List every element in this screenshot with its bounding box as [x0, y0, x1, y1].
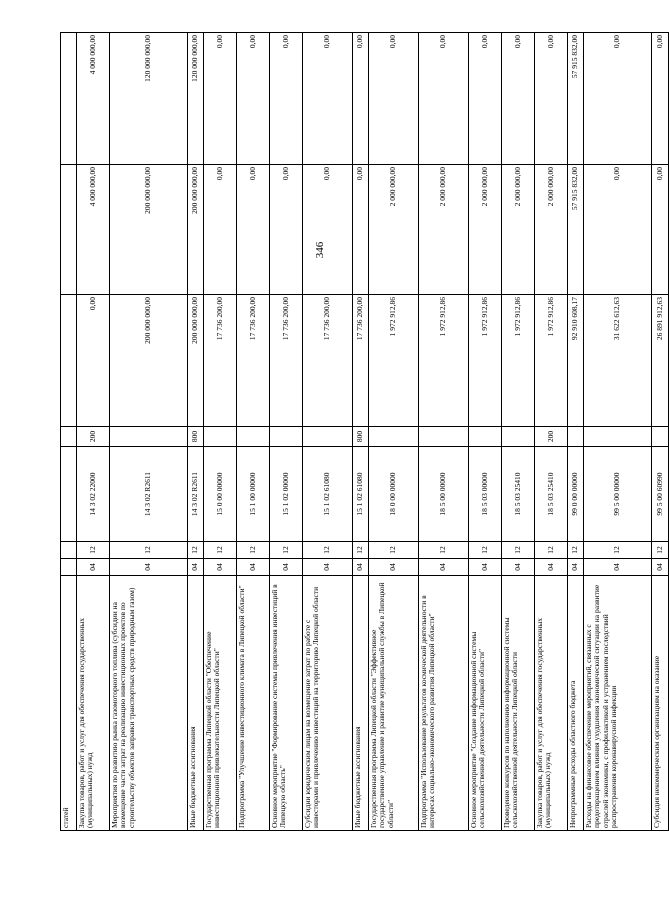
table-cell: 18 5 03 25410	[535, 447, 568, 542]
table-cell: 800	[188, 427, 204, 447]
table-cell: 12	[469, 542, 502, 559]
table-cell: 12	[535, 542, 568, 559]
table-cell: 0,00	[303, 165, 353, 295]
table-row	[110, 33, 188, 831]
table-cell: 15 1 02 00000	[270, 447, 303, 542]
table-row	[568, 33, 584, 831]
table-cell: 0,00	[353, 33, 369, 165]
table-cell: 12	[270, 542, 303, 559]
table-cell: Закупка товаров, работ и услуг для обеспечения государственных (муниципальных) нужд	[77, 576, 110, 831]
table-cell: 4 000 000,00	[77, 33, 110, 165]
table-cell: 200 000 000,00	[110, 165, 188, 295]
table-cell: 12	[110, 542, 188, 559]
table-cell: 04	[353, 559, 369, 576]
table-cell: 14 3 02 R2611	[110, 447, 188, 542]
table-cell: 0,00	[584, 33, 652, 165]
table-row	[61, 33, 77, 831]
table-cell: 04	[419, 559, 469, 576]
table-cell: 18 0 00 00000	[369, 447, 419, 542]
table-cell	[652, 427, 669, 447]
table-cell: 57 915 832,00	[568, 33, 584, 165]
table-cell: 12	[502, 542, 535, 559]
table-cell: статей	[61, 576, 77, 831]
table-cell: 17 736 200,00	[204, 295, 237, 427]
table-cell	[110, 427, 188, 447]
table-row	[204, 33, 237, 831]
table-cell: 92 910 608,17	[568, 295, 584, 427]
table-cell: Субсидии юридическим лицам на возмещение затрат по работе с инвесторами и привлечению инвестиций на территорию Липецкой области	[303, 576, 353, 831]
table-cell: 12	[353, 542, 369, 559]
table-cell: Иные бюджетные ассигнования	[188, 576, 204, 831]
table-cell: 12	[652, 542, 669, 559]
table-cell	[61, 542, 77, 559]
table-cell: 2 000 000,00	[502, 165, 535, 295]
budget-table	[60, 32, 669, 831]
table-cell: Мероприятия по развитию рынка газомоторного топлива (субсидии на возмещение части затрат на реализацию инвестиционных проектов по строительству объектов заправки транспортных средств природным газом)	[110, 576, 188, 831]
table-cell: 99 5 00 00000	[584, 447, 652, 542]
table-cell: 200 000 000,00	[110, 295, 188, 427]
table-cell: 12	[77, 542, 110, 559]
table-cell: 12	[584, 542, 652, 559]
table-cell: 99 5 00 60990	[652, 447, 669, 542]
table-cell: 120 000 000,00	[188, 33, 204, 165]
table-cell: 0,00	[469, 33, 502, 165]
table-cell: Государственная программа Липецкой области "Обеспечение инвестиционной привлекательности Липецкой области"	[204, 576, 237, 831]
table-row	[369, 33, 419, 831]
table-cell: 04	[303, 559, 353, 576]
rotated-table-container	[60, 33, 664, 831]
table-cell: 31 622 612,63	[584, 295, 652, 427]
table-cell	[237, 427, 270, 447]
table-cell: 0,00	[369, 33, 419, 165]
table-cell: 0,00	[584, 165, 652, 295]
table-cell	[61, 165, 77, 295]
table-cell: 0,00	[652, 33, 669, 165]
table-cell: 14 3 02 22000	[77, 447, 110, 542]
table-cell: 2 000 000,00	[535, 165, 568, 295]
table-cell	[568, 427, 584, 447]
table-row	[188, 33, 204, 831]
table-cell: 0,00	[270, 165, 303, 295]
table-cell	[61, 295, 77, 427]
table-cell: 1 972 912,86	[469, 295, 502, 427]
table-cell: 26 891 912,63	[652, 295, 669, 427]
table-cell: 0,00	[270, 33, 303, 165]
table-row	[353, 33, 369, 831]
table-cell	[61, 559, 77, 576]
table-cell: 0,00	[652, 165, 669, 295]
table-cell	[270, 427, 303, 447]
table-cell: 200 000 000,00	[188, 165, 204, 295]
table-cell: 17 736 200,00	[303, 295, 353, 427]
table-cell: 200	[77, 427, 110, 447]
table-cell: 15 1 02 61080	[353, 447, 369, 542]
table-cell	[61, 427, 77, 447]
table-cell: Подпрограмма "Улучшение инвестиционного климата в Липецкой области"	[237, 576, 270, 831]
table-cell: Основное мероприятие "Создание информационной системы сельскохозяйственной деятельности Липецкой области"	[469, 576, 502, 831]
table-cell: 0,00	[303, 33, 353, 165]
table-row	[303, 33, 353, 831]
table-cell: 04	[568, 559, 584, 576]
table-cell: 0,00	[204, 33, 237, 165]
table-cell: 800	[353, 427, 369, 447]
table-cell: 2 000 000,00	[469, 165, 502, 295]
table-cell: 12	[237, 542, 270, 559]
table-cell: 0,00	[419, 33, 469, 165]
table-cell: 4 000 000,00	[77, 165, 110, 295]
table-cell: 12	[204, 542, 237, 559]
table-cell: 12	[568, 542, 584, 559]
table-row	[584, 33, 652, 831]
table-row	[652, 33, 669, 831]
table-cell: 120 000 000,00	[110, 33, 188, 165]
table-cell: Иные бюджетные ассигнования	[353, 576, 369, 831]
table-cell: 1 972 912,86	[535, 295, 568, 427]
table-cell	[369, 427, 419, 447]
table-row	[237, 33, 270, 831]
table-cell: 15 1 00 00000	[237, 447, 270, 542]
table-cell: 0,00	[502, 33, 535, 165]
table-cell: 18 5 03 00000	[469, 447, 502, 542]
table-cell: 12	[369, 542, 419, 559]
table-cell: 04	[535, 559, 568, 576]
table-row	[502, 33, 535, 831]
table-cell	[303, 427, 353, 447]
table-cell: 0,00	[353, 165, 369, 295]
table-cell: 04	[502, 559, 535, 576]
table-cell: 04	[584, 559, 652, 576]
table-cell: Закупка товаров, работ и услуг для обеспечения государственных (муниципальных) нужд	[535, 576, 568, 831]
table-cell: 17 736 200,00	[270, 295, 303, 427]
table-cell: 15 1 02 61080	[303, 447, 353, 542]
table-cell: 2 000 000,00	[369, 165, 419, 295]
page-number: 346	[314, 241, 326, 259]
table-cell: 04	[369, 559, 419, 576]
table-cell	[61, 447, 77, 542]
table-cell: Государственная программа Липецкой области "Эффективное государственное управление и развитие муниципальной службы в Липецкой области"	[369, 576, 419, 831]
table-cell: 1 972 912,86	[419, 295, 469, 427]
table-row	[270, 33, 303, 831]
table-cell	[502, 427, 535, 447]
table-cell	[204, 427, 237, 447]
table-cell: Подпрограмма "Использование результатов космической деятельности в интересах социально-экономического развития Липецкой области"	[419, 576, 469, 831]
table-row	[535, 33, 568, 831]
table-cell: 17 736 200,00	[237, 295, 270, 427]
table-cell: 12	[419, 542, 469, 559]
table-cell: 04	[652, 559, 669, 576]
table-cell: 0,00	[237, 33, 270, 165]
table-cell: 12	[303, 542, 353, 559]
table-cell: 04	[270, 559, 303, 576]
table-cell: 200	[535, 427, 568, 447]
table-cell: 04	[469, 559, 502, 576]
table-cell: Основное мероприятие "Формирование системы привлечения инвестиций в Липецкую область"	[270, 576, 303, 831]
table-cell: 99 0 00 00000	[568, 447, 584, 542]
table-cell: 0,00	[77, 295, 110, 427]
table-cell	[419, 427, 469, 447]
table-row	[77, 33, 110, 831]
table-cell: 0,00	[535, 33, 568, 165]
table-cell: 0,00	[237, 165, 270, 295]
table-cell: 04	[204, 559, 237, 576]
table-row	[469, 33, 502, 831]
table-row	[419, 33, 469, 831]
table-cell: Проведение конкурсов по наполнению информационной системы сельскохозяйственной деятельности Липецкой области	[502, 576, 535, 831]
table-cell: 2 000 000,00	[419, 165, 469, 295]
table-cell: 1 972 912,86	[369, 295, 419, 427]
table-cell: 57 915 832,00	[568, 165, 584, 295]
table-cell: 12	[188, 542, 204, 559]
table-cell: 0,00	[204, 165, 237, 295]
table-cell: Расходы на финансовое обеспечение мероприятий, связанных с предотвращением влияния ухудшения экономической ситуации на развитие отраслей экономики, с профилактикой и устранением последствий распространения коронавирусной инфекции	[584, 576, 652, 831]
table-cell: Непрограммные расходы областного бюджета	[568, 576, 584, 831]
table-cell: Субсидия некоммерческим организациям на оказание	[652, 576, 669, 831]
table-cell	[61, 33, 77, 165]
table-cell: 04	[237, 559, 270, 576]
table-cell: 1 972 912,86	[502, 295, 535, 427]
table-cell: 15 0 00 00000	[204, 447, 237, 542]
table-cell: 18 5 00 00000	[419, 447, 469, 542]
table-cell: 17 736 200,00	[353, 295, 369, 427]
table-cell: 14 3 02 R2611	[188, 447, 204, 542]
table-cell	[584, 427, 652, 447]
table-cell: 04	[188, 559, 204, 576]
table-cell: 200 000 000,00	[188, 295, 204, 427]
table-cell	[469, 427, 502, 447]
table-cell: 18 5 03 25410	[502, 447, 535, 542]
table-cell: 04	[77, 559, 110, 576]
table-cell: 04	[110, 559, 188, 576]
